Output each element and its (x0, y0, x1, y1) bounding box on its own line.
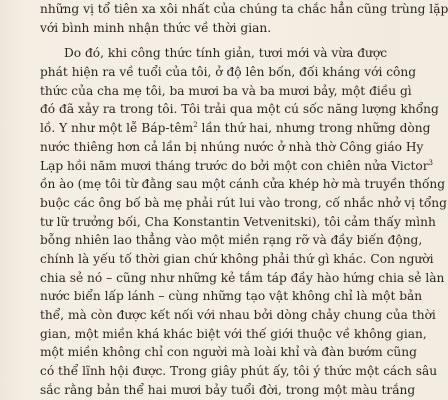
text-line: chính là yếu tố thời gian chứ không phải thứ gì khác. Con người (40, 251, 434, 266)
text-fragment: lần thứ hai, nhưng trong những dòng (197, 121, 431, 136)
text-line: chia sẻ nó – cũng như những kẻ tắm táp đầy hào hứng chia sẻ làn (40, 270, 445, 285)
text-line: thể, mà còn được kết nối với nhau bởi dòng chảy chung của thời (40, 308, 436, 322)
footnote-mark: 2 (193, 121, 198, 130)
text-line (40, 157, 433, 176)
text-line: bỗng nhiên lao thẳng vào một miền rạng rỡ và đầy biến động, (40, 233, 423, 248)
text-line: ồn ào (mẹ tôi từ đằng sau một cánh cửa khép hờ mà truyền thống (40, 177, 446, 192)
text-line: thức của cha mẹ tôi, ba mươi ba và ba mươi bảy, một điều gì (40, 83, 412, 98)
paragraph-gap (40, 37, 372, 44)
text-line: sắc rằng bản thể hai mươi bảy tuổi đời, trong một màu trắng (40, 382, 416, 397)
text-line: phát hiện ra về tuổi của tôi, ở độ lên bốn, đối kháng với công (40, 65, 417, 80)
text-line: những vị tổ tiên xa xôi nhất của chúng ta chắc hẳn cũng trùng lặp (40, 2, 448, 16)
text-line: với bình minh nhận thức về thời gian. (40, 20, 272, 35)
text-line: tư lữ trưởng bối, Cha Konstantin Vetvenitski), tôi cảm thấy mình (40, 214, 436, 229)
text-line: gian, một miền khá khác biệt với thế giới thuộc về không gian, (40, 326, 427, 341)
text-line: buộc các ông bố bà mẹ phải rút lui vào trong, cố nhắc nhở vị tổng (40, 195, 447, 210)
text-line: Do đó, khi công thức tính giản, tươi mới và vừa được (64, 46, 388, 61)
text-line (40, 119, 431, 138)
text-line: đó đã xảy ra trong tôi. Tôi trải qua một cú sốc năng lượng khổng (40, 102, 439, 117)
text-fragment: lồ. Y như một lễ Báp-têm (40, 121, 194, 136)
text-line: nước biển lấp lánh – cùng những tạo vật không chỉ là một bản (40, 289, 423, 304)
text-line: có thể lĩnh hội được. Trong giây phút ấy, tôi ý thức một cách sâu (40, 364, 438, 379)
footnote-mark: 3 (428, 158, 433, 167)
text-fragment: Lạp hồi năm mươi tháng trước do bởi một con chiên nửa Victor (40, 158, 429, 173)
body-text (40, 0, 448, 399)
text-line: một miền không chỉ con người mà loài khỉ và đàn bướm cũng (40, 345, 417, 360)
text-line: nước thiêng hơn cả lần bị nhúng nước ở nhà thờ Công giáo Hy (40, 139, 424, 154)
